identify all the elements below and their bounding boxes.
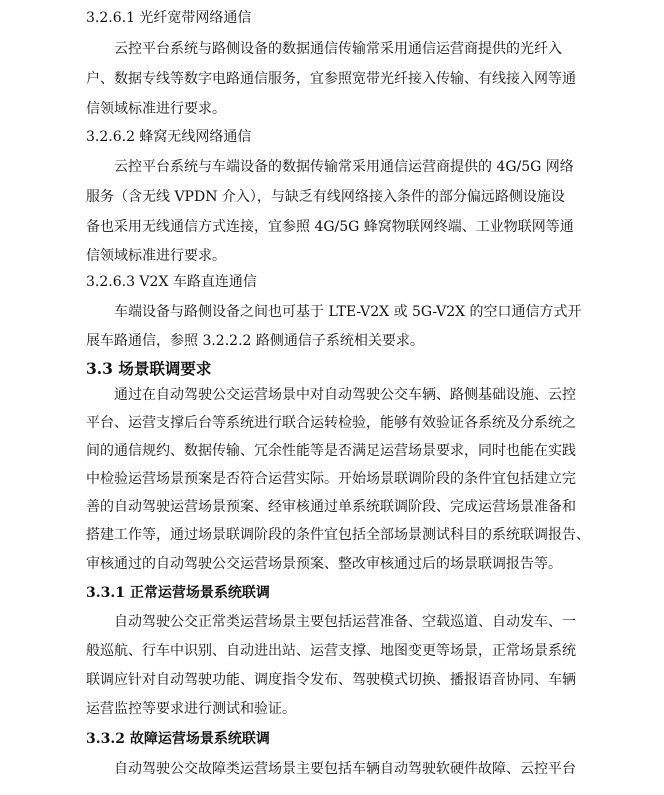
- paragraph-line: 搭建工作等，通过场景联调阶段的条件宜包括全部场景测试科目的系统联调报告、: [86, 527, 590, 543]
- paragraph-line: 善的自动驾驶运营场景预案、经审核通过单系统联调阶段、完成运营场景准备和: [86, 499, 576, 515]
- paragraph-line: 自动驾驶公交正常类运营场景主要包括运营准备、空载巡道、自动发车、一: [114, 614, 576, 630]
- paragraph-line: 审核通过的自动驾驶公交运营场景预案、整改审核通过后的场景联调报告等。: [86, 556, 562, 572]
- paragraph-line: 户、数据专线等数字电路通信服务，宜参照宽带光纤接入传输、有线接入网等通: [86, 71, 576, 87]
- paragraph-line: 备也采用无线通信方式连接，宜参照 4G/5G 蜂窝物联网终端、工业物联网等通: [86, 219, 574, 235]
- paragraph-line: 服务（含无线 VPDN 介入），与缺乏有线网络接入条件的部分偏远路侧设施设: [86, 189, 565, 205]
- paragraph-line: 信领域标准进行要求。: [86, 248, 226, 264]
- paragraph-line: 信领域标准进行要求。: [86, 101, 226, 117]
- paragraph-line: 间的通信规约、数据传输、冗余性能等是否满足运营场景要求，同时也能在实践: [86, 443, 576, 459]
- paragraph-line: 联调应针对自动驾驶功能、调度指令发布、驾驶模式切换、播报语音协同、车辆: [86, 672, 576, 688]
- heading-3-3: 3.3 场景联调要求: [86, 359, 212, 378]
- paragraph-line: 运营监控等要求进行测试和验证。: [86, 701, 296, 717]
- heading-3-2-6-1: 3.2.6.1 光纤宽带网络通信: [86, 10, 252, 26]
- paragraph-line: 云控平台系统与路侧设备的数据通信传输常采用通信运营商提供的光纤入: [114, 41, 562, 57]
- paragraph-line: 车端设备与路侧设备之间也可基于 LTE-V2X 或 5G-V2X 的空口通信方式开: [114, 304, 582, 320]
- paragraph-line: 般巡航、行车中识别、自动进出站、运营支撑、地图变更等场景，正常场景系统: [86, 643, 576, 659]
- heading-3-2-6-2: 3.2.6.2 蜂窝无线网络通信: [86, 129, 252, 145]
- heading-3-3-2: 3.3.2 故障运营场景系统联调: [86, 731, 270, 747]
- heading-3-2-6-3: 3.2.6.3 V2X 车路直连通信: [86, 274, 257, 290]
- paragraph-line: 自动驾驶公交故障类运营场景主要包括车辆自动驾驶软硬件故障、云控平台: [114, 761, 576, 777]
- paragraph-line: 中检验运营场景预案是否符合运营实际。开始场景联调阶段的条件宜包括建立完: [86, 471, 576, 487]
- heading-3-3-1: 3.3.1 正常运营场景系统联调: [86, 585, 270, 601]
- paragraph-line: 展车路通信，参照 3.2.2.2 路侧通信子系统相关要求。: [86, 333, 424, 349]
- paragraph-line: 云控平台系统与车端设备的数据传输常采用通信运营商提供的 4G/5G 网络: [114, 159, 574, 175]
- paragraph-line: 通过在自动驾驶公交运营场景中对自动驾驶公交车辆、路侧基础设施、云控: [114, 387, 576, 403]
- paragraph-line: 平台、运营支撑后台等系统进行联合运转检验，能够有效验证各系统及分系统之: [86, 415, 576, 431]
